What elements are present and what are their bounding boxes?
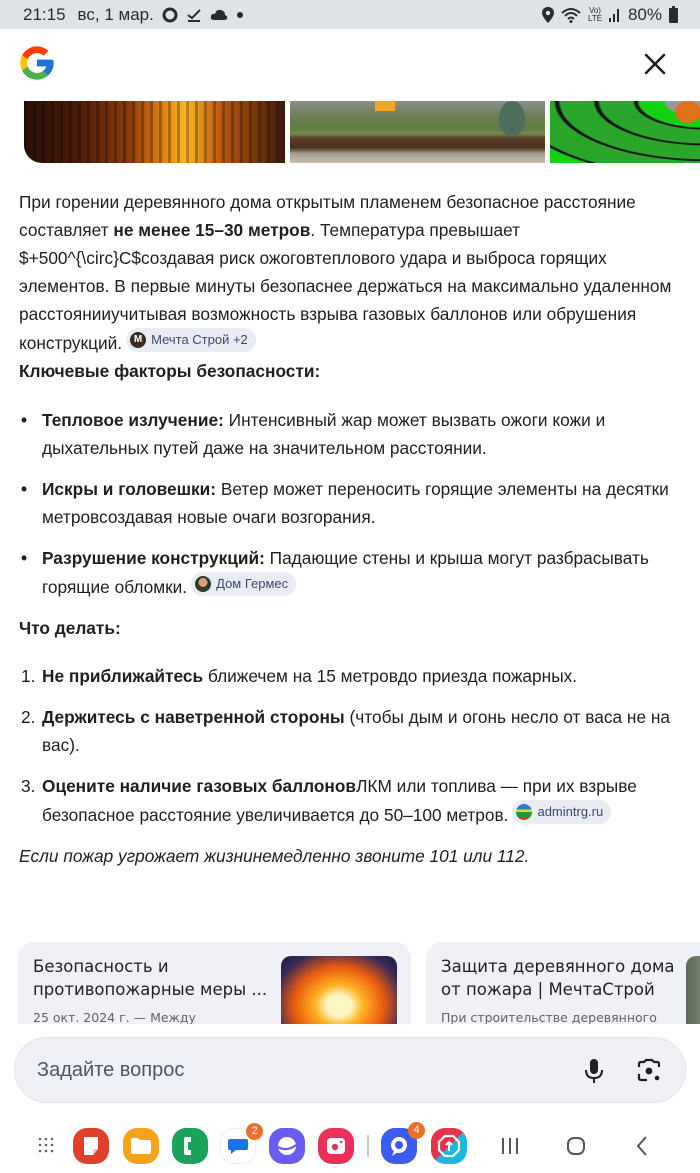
factors-list (19, 406, 679, 601)
volte-icon: Vo) LTE (587, 5, 603, 23)
answer-intro: При горении деревянного дома открытым пламенем безопасное расстояние составляет не менее 15–30 метров. Температура превышает $+500^{\circ}C$создавая риск ожоговтеплового удара и выброса горящих элементов. В первые минуты безопаснее держаться на максимально удаленном расстоянииучитывая возможность взрыва газовых баллонов или обрушения конструкций. M Мечта Строй +2 (19, 188, 679, 357)
ask-bar (14, 1037, 686, 1103)
back-chevron-icon (634, 1135, 650, 1157)
voice-search-button[interactable] (581, 1057, 607, 1085)
app-messages[interactable] (220, 1125, 258, 1164)
image-carousel[interactable] (24, 101, 700, 163)
microphone-icon (581, 1057, 607, 1085)
app-phone[interactable] (172, 1128, 208, 1164)
app-drawer-button[interactable] (38, 1137, 54, 1153)
battery-percent: 80% (627, 4, 662, 24)
card-snippet: При строительстве деревянного (441, 1010, 657, 1024)
list-item: • Искры и головешки: Ветер может переносить горящие элементы на десятки метровсоздавая новые очаги возгорания. (19, 475, 679, 531)
notes-icon (81, 1135, 101, 1157)
wifi-icon (561, 7, 581, 23)
dom-germes-favicon-icon (195, 576, 211, 592)
source-chip-admintrg[interactable]: admintrg.ru (512, 800, 611, 824)
list-item: 2. Держитесь с наветренной стороны (чтобы дым и огонь несло от васа не на вас). (21, 707, 671, 755)
card-thumbnail (281, 956, 397, 1024)
chat-bubble-icon (387, 1134, 411, 1158)
dot-icon (236, 11, 244, 19)
camera-record-icon (325, 1135, 347, 1157)
app-screen-recorder[interactable] (318, 1128, 354, 1164)
google-logo-icon (17, 43, 57, 83)
app-samsung-notes[interactable] (73, 1128, 109, 1164)
related-links (18, 942, 700, 1024)
message-bubble-icon (227, 1136, 249, 1156)
app-header (0, 29, 700, 101)
admintrg-favicon-icon (516, 804, 532, 820)
messages-badge: 2 (246, 1123, 263, 1140)
recents-icon (499, 1136, 521, 1156)
related-card[interactable] (426, 942, 700, 1024)
image-burning-house[interactable] (24, 101, 285, 163)
source-chip-dom-germes[interactable]: Дом Гермес (191, 572, 296, 596)
image-fire-distance-diagram[interactable] (550, 101, 700, 163)
ai-answer (19, 188, 679, 870)
recents-button[interactable] (496, 1132, 524, 1160)
mechta-stroy-favicon-icon (130, 332, 146, 348)
answer-highlight: не менее 15–30 метров (113, 220, 311, 240)
card-title: Защита деревянного дома от пожара | МечтаСтрой (441, 957, 675, 999)
signal-icon (609, 8, 621, 22)
stop-shield-icon (437, 1134, 461, 1158)
image-yard-fire[interactable] (290, 101, 545, 163)
app-my-files[interactable] (123, 1128, 159, 1164)
emergency-note: Если пожар угрожает жизнинемедленно звоните 101 или 112. (19, 846, 530, 866)
lens-camera-icon (635, 1057, 663, 1085)
grid-icon (38, 1137, 54, 1153)
taskbar (0, 1118, 700, 1173)
list-item: 3. Оцените наличие газовых баллоновЛКМ или топлива — при их взрыве безопасное расстояние увеличивается до 50–100 метров. admintrg.ru (21, 776, 637, 825)
messenger-badge: 4 (408, 1122, 425, 1139)
ask-input[interactable] (37, 1038, 557, 1102)
status-bar (0, 0, 700, 29)
home-icon (565, 1135, 587, 1157)
close-button[interactable] (642, 51, 668, 77)
source-chip-mechta-stroy[interactable]: M Мечта Строй +2 (126, 328, 256, 352)
card-title: Безопасность и противопожарные меры ... (33, 957, 268, 999)
close-icon (642, 51, 668, 77)
folder-icon (130, 1137, 152, 1155)
app-samsung-internet[interactable] (269, 1128, 305, 1164)
checkmark-download-icon (186, 7, 202, 23)
google-lens-button[interactable] (635, 1057, 663, 1085)
status-date: вс, 1 мар. (77, 4, 154, 24)
actions-heading: Что делать: (19, 618, 121, 638)
phone-icon (182, 1135, 198, 1157)
card-thumbnail (686, 956, 700, 1024)
factors-heading: Ключевые факторы безопасности: (19, 361, 321, 381)
list-item: • Разрушение конструкций: Падающие стены и крыша могут разбрасывать горящие обломки. Дом Гермес (19, 544, 679, 601)
cloud-icon (210, 8, 228, 22)
status-time: 21:15 (23, 4, 66, 24)
location-icon (542, 7, 554, 23)
browser-planet-icon (275, 1134, 299, 1158)
list-item: • Тепловое излучение: Интенсивный жар может вызвать ожоги кожи и дыхательных путей даже на значительном расстоянии. (19, 406, 679, 462)
app-messenger[interactable] (381, 1124, 420, 1164)
notification-icon (162, 7, 178, 23)
taskbar-divider (367, 1135, 369, 1157)
home-button[interactable] (562, 1132, 590, 1160)
related-card[interactable] (18, 942, 411, 1024)
card-snippet: 25 окт. 2024 г. — Между (33, 1010, 196, 1024)
actions-list (19, 662, 679, 829)
battery-icon (669, 6, 678, 23)
list-item: 1. Не приближайтесь ближечем на 15 метровдо приезда пожарных. (21, 666, 578, 686)
back-button[interactable] (628, 1132, 656, 1160)
app-adguard[interactable] (431, 1128, 467, 1164)
